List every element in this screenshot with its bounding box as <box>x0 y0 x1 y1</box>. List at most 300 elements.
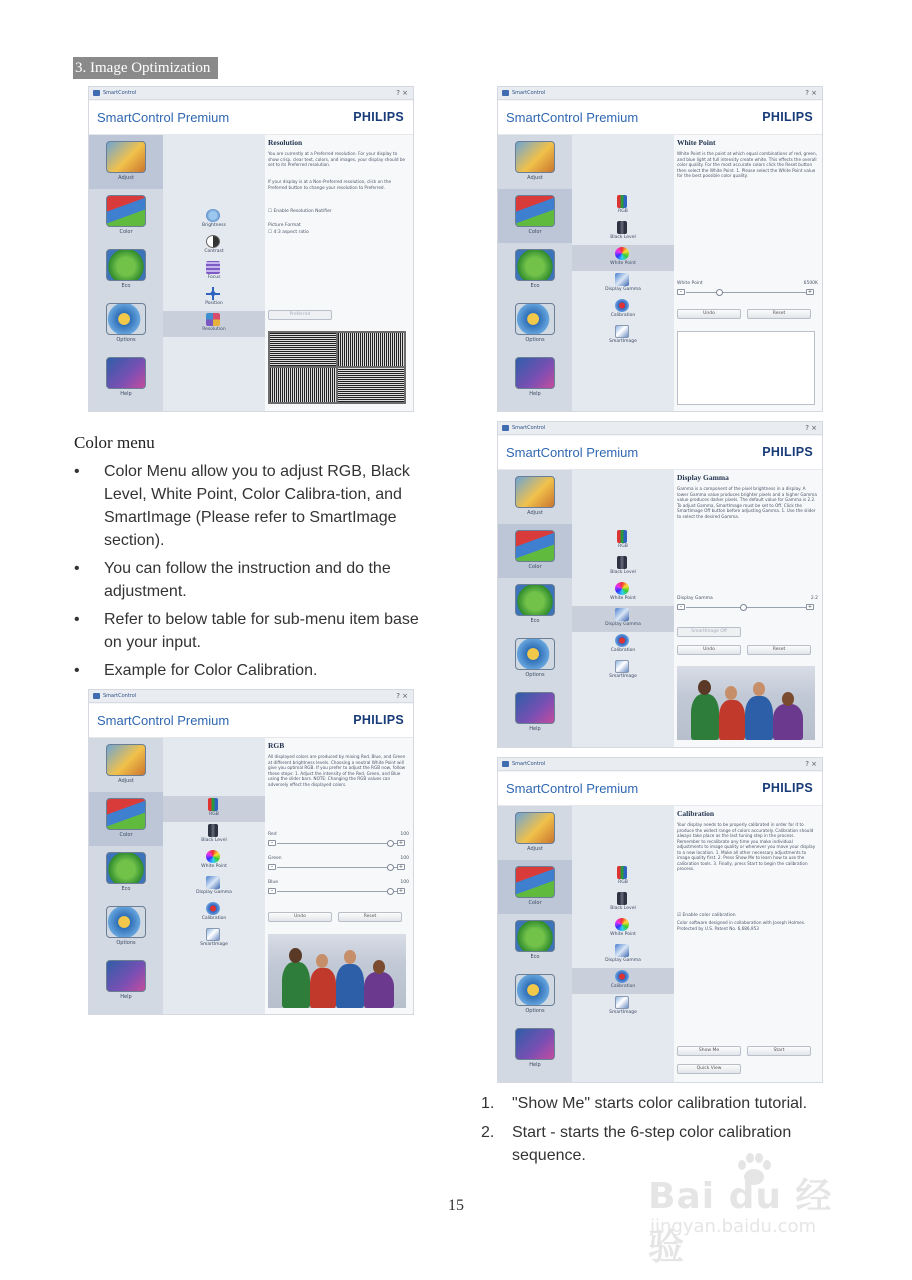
blue-slider-track[interactable] <box>277 891 399 892</box>
submenu-label: Display Gamma <box>605 622 641 627</box>
smartimage-icon <box>206 928 220 941</box>
photo-person <box>310 968 336 1008</box>
app-header <box>498 436 822 470</box>
submenu-label: Black Level <box>610 235 636 240</box>
category-help[interactable] <box>89 954 163 1008</box>
app-icon <box>93 90 100 96</box>
photo-head <box>289 948 302 963</box>
category-options[interactable] <box>498 297 572 351</box>
panel-title: Display Gamma <box>677 473 729 482</box>
minus-icon[interactable]: – <box>677 604 685 610</box>
app-title: SmartControl Premium <box>506 110 639 125</box>
category-eco[interactable] <box>89 243 163 297</box>
quick-view-button[interactable]: Quick View <box>677 1064 741 1074</box>
minus-icon[interactable]: – <box>268 840 276 846</box>
smartimage-off-button[interactable]: SmartImage Off <box>677 627 741 637</box>
philips-logo: PHILIPS <box>762 445 813 459</box>
help-icon <box>515 357 555 389</box>
photo-person <box>691 694 719 740</box>
category-adjust[interactable] <box>498 135 572 189</box>
white-point-slider-handle[interactable] <box>716 289 723 296</box>
window-titlebar <box>498 87 822 100</box>
category-label: Help <box>529 391 541 397</box>
calibration-icon <box>615 970 629 983</box>
eco-icon <box>106 249 146 281</box>
category-label: Color <box>119 229 133 235</box>
green-slider-label: Green <box>268 856 282 861</box>
red-slider-handle[interactable] <box>387 840 394 847</box>
submenu-rgb[interactable] <box>163 796 265 822</box>
category-eco[interactable] <box>498 578 572 632</box>
submenu-display-gamma[interactable] <box>572 606 674 632</box>
options-icon <box>106 906 146 938</box>
white-point-slider-track[interactable] <box>686 292 808 293</box>
panel-title: Calibration <box>677 809 715 818</box>
aspect-ratio-checkbox[interactable]: ☐ 4:3 aspect ratio <box>268 230 309 235</box>
minus-icon[interactable]: – <box>268 864 276 870</box>
undo-button[interactable]: Undo <box>677 309 741 319</box>
checkbox-label: 4:3 aspect ratio <box>273 230 309 235</box>
category-label: Options <box>525 672 545 678</box>
submenu-rgb[interactable] <box>572 193 674 219</box>
panel-description: If your display is at a Non-Preferred resolution, click on the Preferred button to change your resolution to Preferred. <box>268 179 392 190</box>
app-header <box>89 101 413 135</box>
submenu-panel <box>163 738 265 1014</box>
eco-icon <box>515 584 555 616</box>
photo-head <box>316 954 328 968</box>
category-label: Options <box>116 337 136 343</box>
category-label: Color <box>528 229 542 235</box>
app-icon <box>502 761 509 767</box>
submenu-label: Display Gamma <box>605 287 641 292</box>
submenu-smartimage[interactable] <box>572 323 674 349</box>
options-icon <box>515 974 555 1006</box>
submenu-label: Calibration <box>610 313 636 318</box>
red-slider-label: Red <box>268 832 277 837</box>
submenu-position[interactable] <box>163 285 265 311</box>
eco-icon <box>515 249 555 281</box>
panel-title: White Point <box>677 138 716 147</box>
white-point-slider-value: 6500K <box>803 281 818 286</box>
submenu-black-level[interactable] <box>163 822 265 848</box>
window-title: SmartControl <box>512 761 546 767</box>
app-header <box>498 101 822 135</box>
rgb-icon <box>617 530 627 543</box>
submenu-calibration[interactable] <box>163 900 265 926</box>
eco-icon <box>106 852 146 884</box>
submenu-label: Position <box>205 301 223 306</box>
category-color[interactable] <box>89 189 163 243</box>
app-title: SmartControl Premium <box>97 110 230 125</box>
help-icon <box>515 1028 555 1060</box>
photo-person <box>719 700 745 740</box>
white-point-icon <box>206 850 220 863</box>
start-button[interactable]: Start <box>747 1046 811 1056</box>
category-label: Adjust <box>527 846 543 852</box>
calibration-icon <box>206 902 220 915</box>
plus-icon[interactable]: + <box>807 289 813 295</box>
submenu-panel <box>572 470 674 747</box>
smartcontrol-window-display-gamma <box>497 421 823 748</box>
submenu-calibration[interactable] <box>572 968 674 994</box>
resolution-test-pattern <box>268 331 406 404</box>
position-icon <box>206 287 220 300</box>
category-eco[interactable] <box>498 914 572 968</box>
bullet-item: • You can follow the instruction and do the adjustment. <box>74 557 434 603</box>
note-item <box>481 1092 851 1115</box>
submenu-calibration[interactable] <box>572 297 674 323</box>
checkbox-label: Enable Resolution Notifier <box>273 209 332 214</box>
category-label: Help <box>120 391 132 397</box>
panel-description: You are currently at a Preferred resolution. For your display to show crisp, clear text, colors, and images, your display should be set to its Preferred resolution. <box>268 151 406 167</box>
note-number: 2. <box>481 1124 495 1141</box>
category-label: Adjust <box>527 510 543 516</box>
category-help[interactable] <box>498 1022 572 1076</box>
submenu-rgb[interactable] <box>572 864 674 890</box>
resolution-notifier-checkbox[interactable]: ☐ Enable Resolution Notifier <box>268 209 332 214</box>
category-adjust[interactable] <box>498 806 572 860</box>
window-buttons[interactable]: ? × <box>805 424 817 432</box>
app-title: SmartControl Premium <box>506 781 639 796</box>
submenu-label: Calibration <box>610 648 636 653</box>
window-titlebar <box>498 758 822 771</box>
white-point-icon <box>615 582 629 595</box>
category-label: Adjust <box>118 778 134 784</box>
submenu-label: White Point <box>610 932 636 937</box>
submenu-label: SmartImage <box>609 339 637 344</box>
category-help[interactable] <box>89 351 163 405</box>
submenu-white-point[interactable] <box>572 916 674 942</box>
color-icon <box>515 195 555 227</box>
plus-icon[interactable]: + <box>398 864 404 870</box>
category-label: Adjust <box>527 175 543 181</box>
display-gamma-icon <box>206 876 220 889</box>
category-label: Adjust <box>118 175 134 181</box>
reset-button[interactable]: Reset <box>747 309 811 319</box>
category-options[interactable] <box>498 632 572 686</box>
submenu-label: Calibration <box>610 984 636 989</box>
resolution-icon <box>206 313 220 326</box>
submenu-smartimage[interactable] <box>572 994 674 1020</box>
submenu-label: RGB <box>618 209 628 214</box>
category-eco[interactable] <box>89 846 163 900</box>
calibration-icon <box>615 299 629 312</box>
help-icon <box>106 960 146 992</box>
submenu-label: Black Level <box>201 838 227 843</box>
submenu-white-point[interactable] <box>572 245 674 271</box>
submenu-black-level[interactable] <box>572 219 674 245</box>
bullet-item: • Example for Color Calibration. <box>74 659 434 682</box>
watermark-url: jingyan.baidu.com <box>650 1216 817 1237</box>
app-header <box>89 704 413 738</box>
category-adjust[interactable] <box>89 135 163 189</box>
category-options[interactable] <box>89 297 163 351</box>
rgb-icon <box>617 195 627 208</box>
window-buttons[interactable]: ? × <box>396 89 408 97</box>
philips-logo: PHILIPS <box>762 781 813 795</box>
gamma-slider-value: 2.2 <box>810 596 818 601</box>
sample-photo <box>677 666 815 740</box>
category-color[interactable] <box>89 792 163 846</box>
window-title: SmartControl <box>512 425 546 431</box>
category-color[interactable] <box>498 524 572 578</box>
watermark-logo: Bai du 经验 <box>648 1176 833 1268</box>
submenu-label: SmartImage <box>609 674 637 679</box>
submenu-label: RGB <box>618 880 628 885</box>
color-icon <box>106 195 146 227</box>
picture-format-label: Picture Format <box>268 223 301 228</box>
submenu-rgb[interactable] <box>572 528 674 554</box>
sample-photo <box>268 934 406 1008</box>
submenu-label: White Point <box>201 864 227 869</box>
contrast-icon <box>206 235 220 248</box>
submenu-calibration[interactable] <box>572 632 674 658</box>
category-sidebar <box>89 738 163 1014</box>
submenu-label: Display Gamma <box>605 958 641 963</box>
gamma-slider-handle[interactable] <box>740 604 747 611</box>
test-pattern-cell <box>270 333 336 366</box>
submenu-label: RGB <box>618 544 628 549</box>
preview-box <box>677 331 815 405</box>
submenu-black-level[interactable] <box>572 890 674 916</box>
show-me-button[interactable]: Show Me <box>677 1046 741 1056</box>
panel-description: All displayed colors are produced by mixing Red, Blue, and Green at different brightness levels. Choosing a neutral White Point will give you optimal RGB. If you prefer to adjust the RGB now, follow these steps: 1. Adjust the intensity of the Red, Green, and Blue using the slider bars. NOTE: Changing the RGB values can adversely effect the displayed colors. <box>268 754 406 787</box>
photo-head <box>725 686 737 700</box>
undo-button[interactable]: Undo <box>677 645 741 655</box>
app-title: SmartControl Premium <box>97 713 230 728</box>
smartcontrol-window-calibration <box>497 757 823 1083</box>
submenu-label: SmartImage <box>609 1010 637 1015</box>
plus-icon[interactable]: + <box>398 888 404 894</box>
submenu-display-gamma[interactable] <box>163 874 265 900</box>
panel-title: RGB <box>268 741 285 750</box>
photo-person <box>282 962 310 1008</box>
reset-button[interactable]: Reset <box>338 912 402 922</box>
black-level-icon <box>617 556 627 569</box>
smartcontrol-window-resolution <box>88 86 414 412</box>
adjust-icon <box>515 812 555 844</box>
category-label: Options <box>525 1008 545 1014</box>
smartimage-icon <box>615 996 629 1009</box>
display-gamma-icon <box>615 608 629 621</box>
smartimage-icon <box>615 660 629 673</box>
submenu-brightness[interactable] <box>163 207 265 233</box>
help-icon <box>515 692 555 724</box>
submenu-smartimage[interactable] <box>163 926 265 952</box>
photo-person <box>745 696 773 740</box>
category-label: Eco <box>530 283 540 289</box>
focus-icon <box>206 261 220 274</box>
category-color[interactable] <box>498 860 572 914</box>
category-options[interactable] <box>498 968 572 1022</box>
black-level-icon <box>208 824 218 837</box>
adjust-icon <box>515 141 555 173</box>
submenu-display-gamma[interactable] <box>572 942 674 968</box>
submenu-contrast[interactable] <box>163 233 265 259</box>
submenu-label: Display Gamma <box>196 890 232 895</box>
window-buttons[interactable]: ? × <box>805 760 817 768</box>
color-icon <box>515 530 555 562</box>
submenu-smartimage[interactable] <box>572 658 674 684</box>
submenu-panel <box>572 806 674 1082</box>
photo-person <box>364 972 394 1008</box>
category-sidebar <box>498 806 572 1082</box>
category-label: Help <box>120 994 132 1000</box>
submenu-label: Contrast <box>204 249 224 254</box>
window-titlebar <box>89 690 413 703</box>
page-number: 15 <box>448 1197 464 1214</box>
submenu-label: RGB <box>209 812 219 817</box>
submenu-white-point[interactable] <box>572 580 674 606</box>
window-title: SmartControl <box>103 693 137 699</box>
color-menu-bullets <box>74 460 434 687</box>
photo-person <box>336 964 364 1008</box>
submenu-label: White Point <box>610 261 636 266</box>
content-panel <box>265 738 413 1014</box>
undo-button[interactable]: Undo <box>268 912 332 922</box>
category-label: Help <box>529 726 541 732</box>
category-label: Color <box>119 832 133 838</box>
window-title: SmartControl <box>512 90 546 96</box>
plus-icon[interactable]: + <box>807 604 813 610</box>
submenu-label: Resolution <box>202 327 226 332</box>
test-pattern-cell <box>338 333 404 366</box>
minus-icon[interactable]: – <box>677 289 685 295</box>
green-slider-track[interactable] <box>277 867 399 868</box>
blue-slider-handle[interactable] <box>387 888 394 895</box>
app-header <box>498 772 822 806</box>
category-label: Eco <box>530 954 540 960</box>
app-title: SmartControl Premium <box>506 445 639 460</box>
rgb-icon <box>617 866 627 879</box>
window-title: SmartControl <box>103 90 137 96</box>
panel-title: Resolution <box>268 138 303 147</box>
options-icon <box>515 303 555 335</box>
enable-calibration-checkbox[interactable]: ☑ Enable color calibration <box>677 913 736 918</box>
philips-logo: PHILIPS <box>353 713 404 727</box>
category-label: Help <box>529 1062 541 1068</box>
submenu-label: SmartImage <box>200 942 228 947</box>
category-adjust[interactable] <box>498 470 572 524</box>
submenu-display-gamma[interactable] <box>572 271 674 297</box>
category-label: Options <box>116 940 136 946</box>
section-tag: 3. Image Optimization <box>73 57 218 79</box>
panel-description: White Point is the point at which equal combinations of red, green, and blue light at full intensity create white. This effects the overall color quality. For the most accurate colors click the Reset button then select the White Point. 1. Please select the White Point value for the best possible color quality. <box>677 151 817 178</box>
app-icon <box>93 693 100 699</box>
submenu-panel <box>163 135 265 411</box>
green-slider-handle[interactable] <box>387 864 394 871</box>
category-sidebar <box>498 470 572 747</box>
photo-head <box>753 682 765 696</box>
black-level-icon <box>617 892 627 905</box>
blue-slider-value: 100 <box>400 880 409 885</box>
options-icon <box>106 303 146 335</box>
content-panel <box>674 135 822 411</box>
content-panel <box>265 135 413 411</box>
category-help[interactable] <box>498 686 572 740</box>
submenu-label: White Point <box>610 596 636 601</box>
bullet-item: • Color Menu allow you to adjust RGB, Black Level, White Point, Color Calibra-tion, and SmartImage (Please refer to SmartImage section). <box>74 460 434 552</box>
reset-button[interactable]: Reset <box>747 645 811 655</box>
app-icon <box>502 425 509 431</box>
category-options[interactable] <box>89 900 163 954</box>
panel-description: Gamma is a component of the pixel brightness in a display. A lower Gamma value produces brighter pixels and a higher Gamma value produces darker pixels. The default value for Gamma is 2.2. To adjust Gamma, SmartImage must be set to Off. Click the SmartImage Off button before adjusting Gamma. 1. Use the slider to select the desired Gamma. <box>677 486 817 519</box>
category-label: Eco <box>121 886 131 892</box>
window-buttons[interactable]: ? × <box>805 89 817 97</box>
green-slider-value: 100 <box>400 856 409 861</box>
category-label: Options <box>525 337 545 343</box>
minus-icon[interactable]: – <box>268 888 276 894</box>
gamma-slider-track[interactable] <box>686 607 808 608</box>
white-point-icon <box>615 247 629 260</box>
philips-logo: PHILIPS <box>353 110 404 124</box>
submenu-black-level[interactable] <box>572 554 674 580</box>
submenu-label: Black Level <box>610 570 636 575</box>
smartimage-icon <box>615 325 629 338</box>
color-icon <box>106 798 146 830</box>
photo-head <box>373 960 385 974</box>
submenu-focus[interactable] <box>163 259 265 285</box>
blue-slider-label: Blue <box>268 880 278 885</box>
red-slider-track[interactable] <box>277 843 399 844</box>
color-icon <box>515 866 555 898</box>
photo-head <box>698 680 711 695</box>
adjust-icon <box>106 744 146 776</box>
white-point-slider-label: White Point <box>677 281 703 286</box>
app-icon <box>502 90 509 96</box>
category-label: Eco <box>121 283 131 289</box>
preferred-button[interactable]: Preferred <box>268 310 332 320</box>
submenu-white-point[interactable] <box>163 848 265 874</box>
category-sidebar <box>498 135 572 411</box>
submenu-label: Focus <box>207 275 221 280</box>
plus-icon[interactable]: + <box>398 840 404 846</box>
test-pattern-cell <box>270 368 336 402</box>
window-titlebar <box>498 422 822 435</box>
smartcontrol-window-white-point <box>497 86 823 412</box>
category-label: Color <box>528 564 542 570</box>
gamma-slider-label: Display Gamma <box>677 596 713 601</box>
brightness-icon <box>206 209 220 222</box>
eco-icon <box>515 920 555 952</box>
content-panel <box>674 470 822 747</box>
photo-head <box>782 692 794 706</box>
note-text: "Show Me" starts color calibration tutorial. <box>512 1095 808 1112</box>
category-adjust[interactable] <box>89 738 163 792</box>
submenu-label: Black Level <box>610 906 636 911</box>
content-panel <box>674 806 822 1082</box>
category-eco[interactable] <box>498 243 572 297</box>
options-icon <box>515 638 555 670</box>
category-color[interactable] <box>498 189 572 243</box>
category-help[interactable] <box>498 351 572 405</box>
category-label: Color <box>528 900 542 906</box>
calibration-icon <box>615 634 629 647</box>
window-buttons[interactable]: ? × <box>396 692 408 700</box>
adjust-icon <box>106 141 146 173</box>
rgb-icon <box>208 798 218 811</box>
checkbox-label: Enable color calibration <box>682 913 736 918</box>
submenu-panel <box>572 135 674 411</box>
software-note: Color software designed in collaboration with Joseph Holmes. Protected by U.S. Patent No. 6,686,953 <box>677 920 806 931</box>
submenu-resolution[interactable] <box>163 311 265 337</box>
window-titlebar <box>89 87 413 100</box>
red-slider-value: 100 <box>400 832 409 837</box>
panel-description: Your display needs to be properly calibrated in order for it to produce the widest range of colors accurately. Calibration should always take place as the last tuning step in the process. Remember to recalibrate any time you make individual adjustments to image quality or whenever you move your display to a new location. 1. Make all other necessary adjustments to image quality first. 2. Press Show Me to learn how to use the calibration tools. 3. Finally, press Start to begin the calibration process. <box>677 822 816 871</box>
white-point-icon <box>615 918 629 931</box>
test-pattern-cell <box>338 368 404 402</box>
help-icon <box>106 357 146 389</box>
